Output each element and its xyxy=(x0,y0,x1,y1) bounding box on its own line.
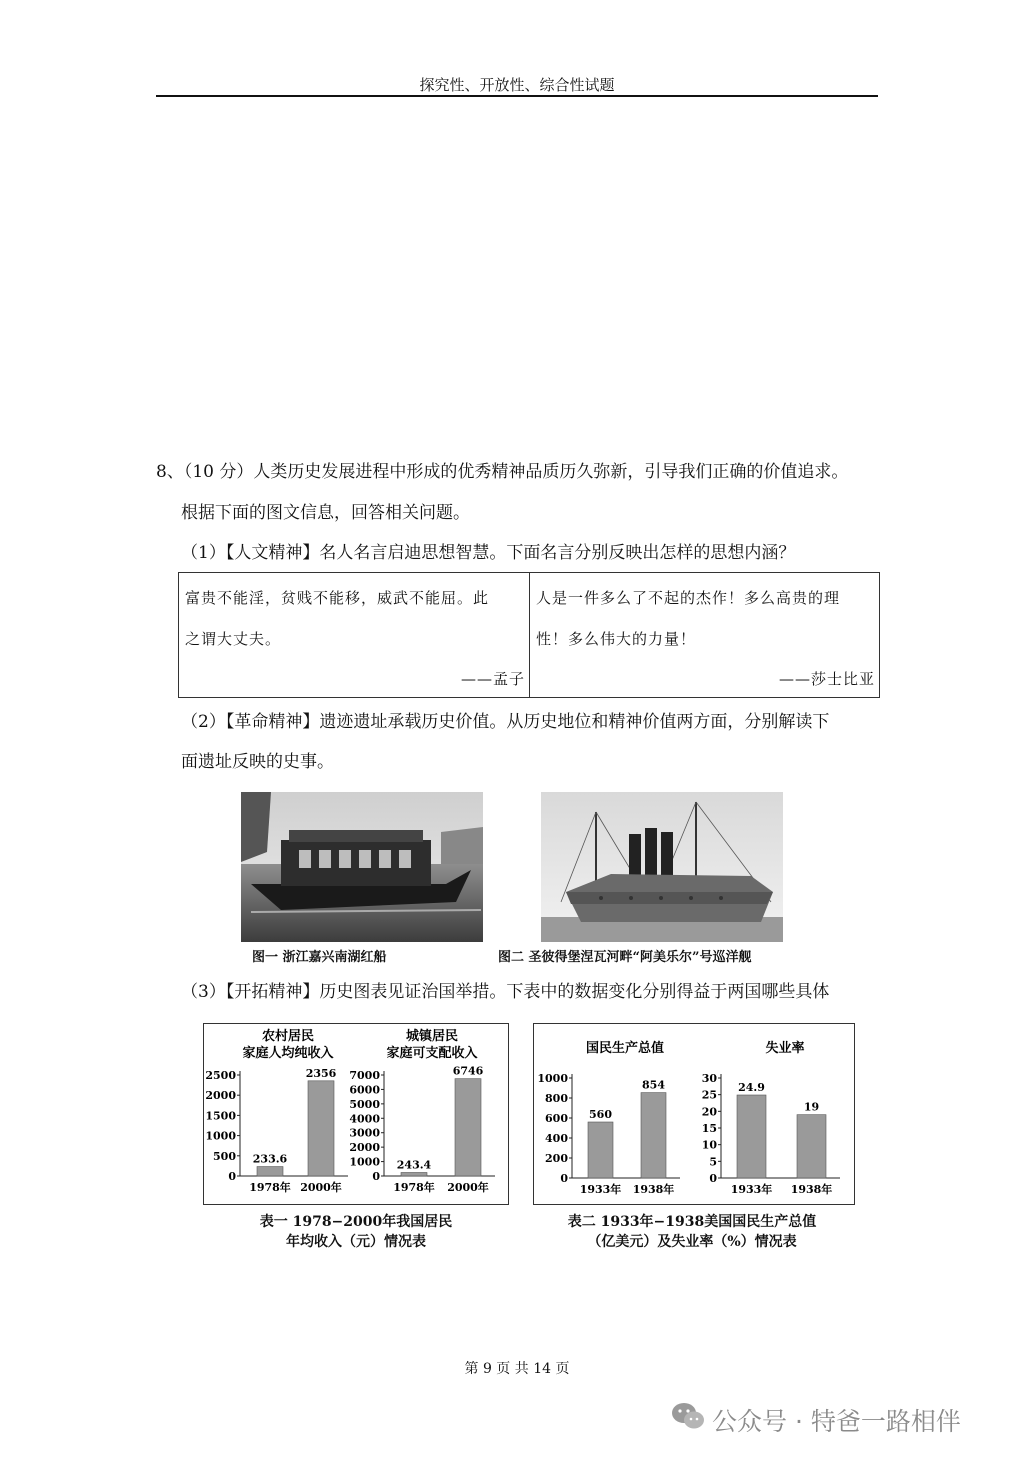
x-tick-label: 1978年 xyxy=(393,1181,435,1194)
bar xyxy=(455,1079,481,1176)
chart-title: 农村居民 xyxy=(261,1029,315,1044)
y-tick-label: 500 xyxy=(213,1149,236,1163)
y-tick-label: 0 xyxy=(560,1172,568,1185)
y-tick-label: 15 xyxy=(701,1122,717,1135)
y-tick-label: 2500 xyxy=(205,1069,236,1082)
question-part1: （1）【人文精神】名人名言启迪思想智慧。下面名言分别反映出怎样的思想内涵？ xyxy=(181,543,796,563)
bar xyxy=(308,1081,334,1176)
y-tick-label: 3000 xyxy=(349,1126,380,1140)
y-tick-label: 800 xyxy=(545,1092,568,1105)
quote-text: 富贵不能淫，贫贱不能移，威武不能屈。此 xyxy=(185,589,490,607)
chart-title: 国民生产总值 xyxy=(585,1041,665,1056)
quote-attribution: ——莎士比亚 xyxy=(778,670,875,688)
y-tick-label: 25 xyxy=(701,1088,717,1102)
bar xyxy=(401,1172,427,1176)
bar-value-label: 6746 xyxy=(452,1064,484,1078)
y-tick-label: 5 xyxy=(709,1155,717,1169)
quote-attribution: ——孟子 xyxy=(460,670,525,688)
y-tick-label: 10 xyxy=(701,1138,717,1152)
bar-value-label: 560 xyxy=(589,1108,612,1121)
x-tick-label: 2000年 xyxy=(300,1181,342,1194)
photo2-caption: 图二 圣彼得堡涅瓦河畔“阿美乐尔”号巡洋舰 xyxy=(498,950,752,965)
y-tick-label: 6000 xyxy=(349,1083,380,1097)
bar xyxy=(737,1095,766,1178)
quote-text: 性！多么伟大的力量！ xyxy=(536,630,697,648)
y-tick-label: 0 xyxy=(228,1170,236,1183)
chart-title: 家庭人均纯收入 xyxy=(242,1046,334,1061)
chart-title: 失业率 xyxy=(765,1041,805,1056)
x-tick-label: 1933年 xyxy=(579,1183,622,1196)
bar-value-label: 19 xyxy=(803,1100,820,1114)
quote-text: 人是一件多么了不起的杰作！多么高贵的理 xyxy=(536,589,841,607)
photo1-caption: 图一 浙江嘉兴南湖红船 xyxy=(252,950,387,965)
chart-title: 城镇居民 xyxy=(405,1029,459,1044)
y-tick-label: 1000 xyxy=(349,1155,380,1169)
y-tick-label: 5000 xyxy=(349,1097,380,1111)
bar-value-label: 233.6 xyxy=(252,1152,288,1166)
question-stem-line1: 8、（10 分）人类历史发展进程中形成的优秀精神品质历久弥新，引导我们正确的价值追求。 xyxy=(156,462,849,482)
bar xyxy=(641,1093,666,1178)
y-tick-label: 30 xyxy=(701,1072,717,1085)
question-stem-line2: 根据下面的图文信息，回答相关问题。 xyxy=(181,503,470,523)
watermark-text: 公众号 · 特爸一路相伴 xyxy=(712,1407,961,1436)
y-tick-label: 20 xyxy=(701,1105,717,1119)
y-tick-label: 1000 xyxy=(537,1072,568,1085)
bar-value-label: 854 xyxy=(642,1078,665,1092)
x-tick-label: 1933年 xyxy=(730,1183,773,1196)
x-tick-label: 1978年 xyxy=(249,1181,291,1194)
y-tick-label: 0 xyxy=(709,1172,717,1185)
caption-line: 表二 1933年−1938美国国民生产总值 xyxy=(567,1214,817,1230)
bar-value-label: 24.9 xyxy=(738,1081,765,1094)
x-tick-label: 1938年 xyxy=(632,1183,675,1196)
y-tick-label: 4000 xyxy=(349,1112,380,1126)
y-tick-label: 200 xyxy=(545,1152,568,1165)
caption-line: 表一 1978−2000年我国居民 xyxy=(259,1214,453,1230)
question-part2-line2: 面遗址反映的史事。 xyxy=(181,752,334,772)
y-tick-label: 600 xyxy=(545,1112,568,1125)
bar xyxy=(588,1122,613,1178)
chart-title: 家庭可支配收入 xyxy=(386,1046,478,1061)
question-part2-line1: （2）【革命精神】遗迹遗址承载历史价值。从历史地位和精神价值两方面，分别解读下 xyxy=(181,712,830,732)
bar-value-label: 243.4 xyxy=(396,1158,432,1172)
caption-line: 年均收入（元）情况表 xyxy=(286,1234,426,1250)
x-tick-label: 1938年 xyxy=(790,1183,833,1196)
bar-value-label: 2356 xyxy=(305,1066,337,1080)
page-footer: 第 9 页 共 14 页 xyxy=(464,1361,570,1377)
y-tick-label: 400 xyxy=(545,1132,568,1145)
y-tick-label: 0 xyxy=(372,1170,380,1183)
chart-caption-usa xyxy=(542,1212,842,1252)
y-tick-label: 2000 xyxy=(205,1089,236,1103)
chart-caption-china xyxy=(206,1212,506,1252)
bar xyxy=(257,1167,283,1176)
caption-line: （亿美元）及失业率（%）情况表 xyxy=(587,1234,797,1250)
y-tick-label: 2000 xyxy=(349,1141,380,1155)
question-part3: （3）【开拓精神】历史图表见证治国举措。下表中的数据变化分别得益于两国哪些具体 xyxy=(181,982,830,1002)
y-tick-label: 1000 xyxy=(205,1129,236,1143)
quote-text: 之谓大丈夫。 xyxy=(185,630,282,648)
x-tick-label: 2000年 xyxy=(447,1181,489,1194)
y-tick-label: 7000 xyxy=(349,1069,380,1082)
page-header-title: 探究性、开放性、综合性试题 xyxy=(419,76,615,94)
bar xyxy=(797,1115,826,1178)
y-tick-label: 1500 xyxy=(205,1109,236,1123)
wechat-icon xyxy=(670,1400,706,1432)
